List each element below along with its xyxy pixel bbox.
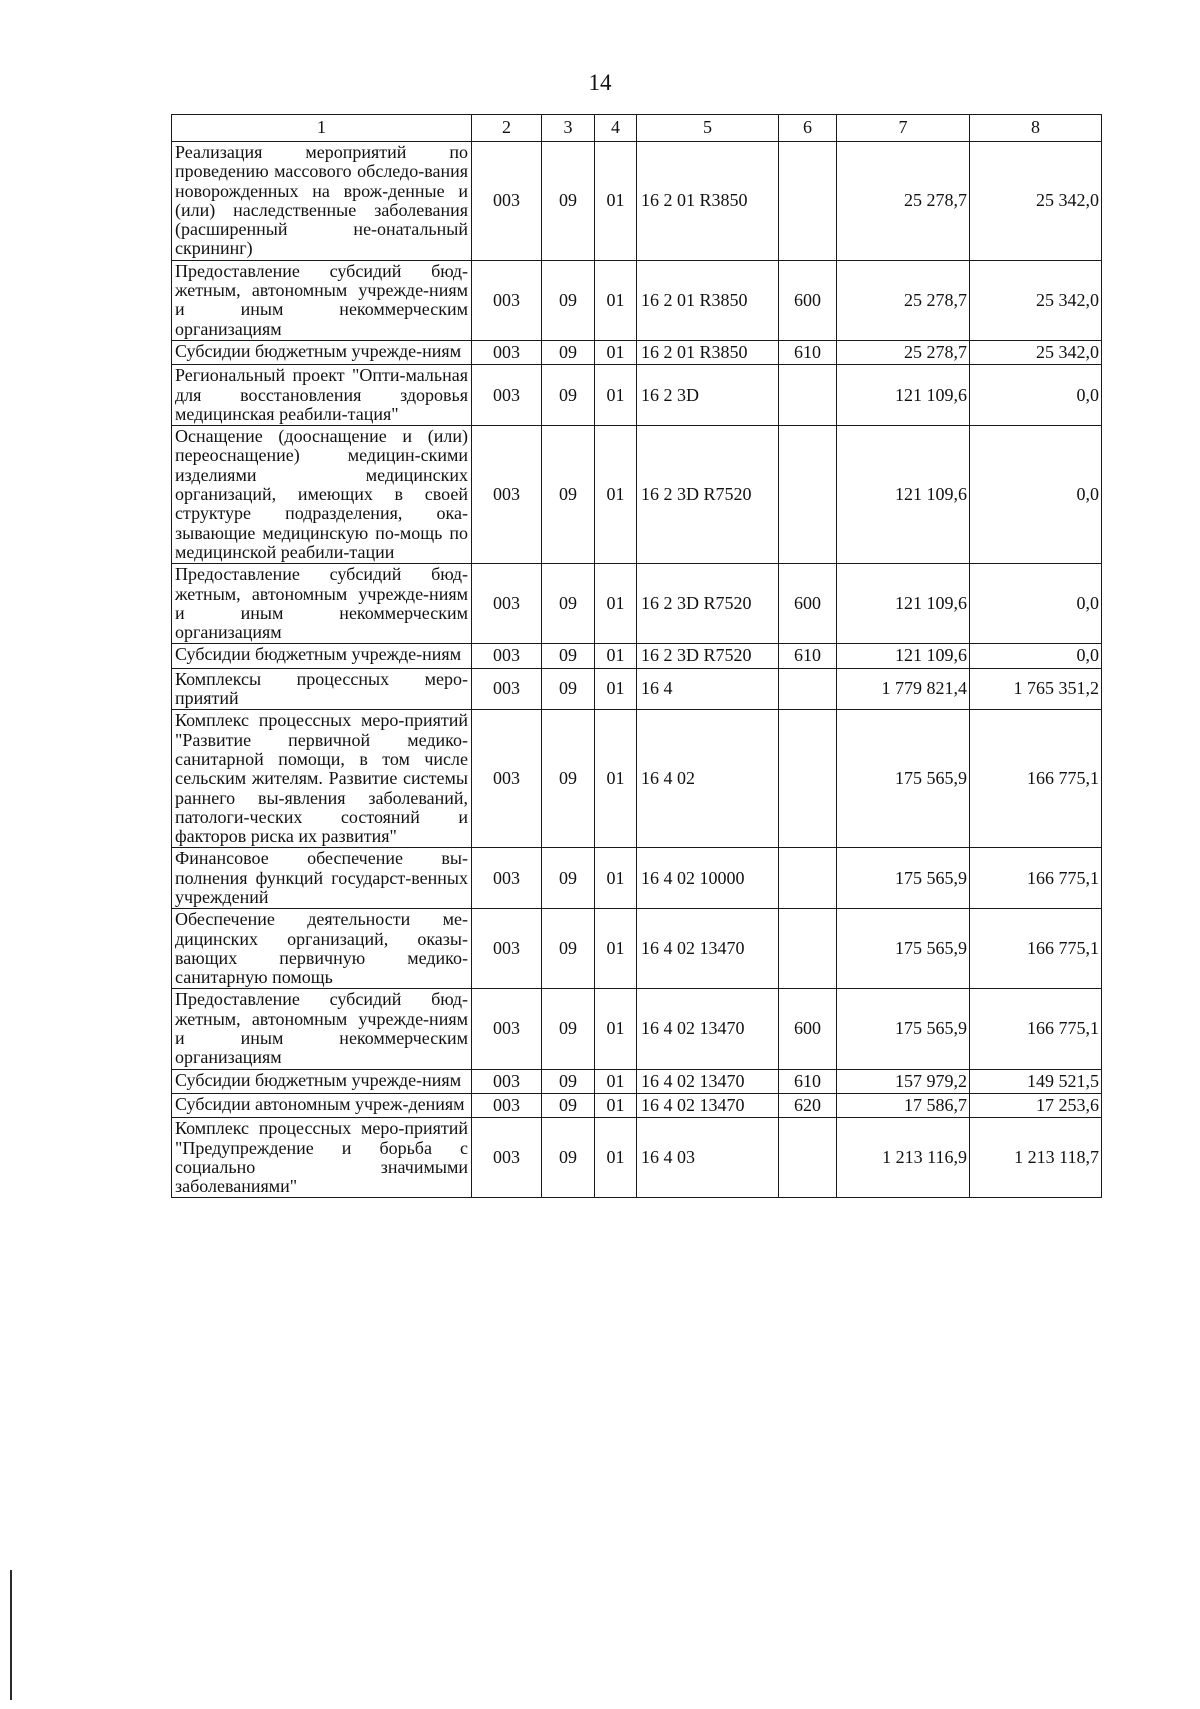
expense-type-cell: 610: [779, 1069, 837, 1093]
subsection-code-cell: 01: [595, 644, 637, 668]
amount-year2-cell: 17 253,6: [970, 1093, 1102, 1117]
subsection-code-cell: 01: [595, 1069, 637, 1093]
amount-year2-cell: 1 765 351,2: [970, 668, 1102, 710]
subsection-code-cell: 01: [595, 426, 637, 564]
section-code-cell: 09: [542, 710, 595, 848]
ministry-code-cell: 003: [472, 564, 542, 644]
target-article-cell: 16 2 3D: [637, 365, 779, 426]
expense-type-cell: [779, 710, 837, 848]
page-number: 14: [588, 70, 612, 95]
target-article-cell: 16 4 02: [637, 710, 779, 848]
expense-type-cell: [779, 909, 837, 989]
target-article-cell: 16 2 3D R7520: [637, 644, 779, 668]
item-name-cell: Реализация мероприятий по проведению массового обследо-вания новорожденных на врож-денные и (или) наследственные заболевания (расширенный не-онатальный скрининг): [172, 142, 472, 261]
item-name-cell: Субсидии бюджетным учрежде-ниям: [172, 1069, 472, 1093]
section-code-cell: 09: [542, 848, 595, 909]
table-row: [172, 142, 1102, 261]
amount-year1-cell: 175 565,9: [837, 710, 970, 848]
target-article-cell: 16 2 01 R3850: [637, 142, 779, 261]
amount-year1-cell: 25 278,7: [837, 142, 970, 261]
section-code-cell: 09: [542, 260, 595, 340]
amount-year2-cell: 25 342,0: [970, 260, 1102, 340]
ministry-code-cell: 003: [472, 644, 542, 668]
amount-year1-cell: 17 586,7: [837, 1093, 970, 1117]
amount-year2-cell: 1 213 118,7: [970, 1118, 1102, 1198]
section-code-cell: 09: [542, 909, 595, 989]
column-header-5: 5: [637, 115, 779, 142]
column-header-7: 7: [837, 115, 970, 142]
subsection-code-cell: 01: [595, 848, 637, 909]
column-header-2: 2: [472, 115, 542, 142]
table-row: [172, 564, 1102, 644]
ministry-code-cell: 003: [472, 426, 542, 564]
amount-year1-cell: 157 979,2: [837, 1069, 970, 1093]
expense-type-cell: [779, 668, 837, 710]
subsection-code-cell: 01: [595, 909, 637, 989]
amount-year2-cell: 25 342,0: [970, 340, 1102, 364]
ministry-code-cell: 003: [472, 142, 542, 261]
amount-year1-cell: 1 779 821,4: [837, 668, 970, 710]
ministry-code-cell: 003: [472, 1118, 542, 1198]
column-header-1: 1: [172, 115, 472, 142]
item-name-cell: Предоставление субсидий бюд-жетным, автономным учрежде-ниям и иным некоммерческим организациям: [172, 260, 472, 340]
amount-year2-cell: 0,0: [970, 426, 1102, 564]
table-row: [172, 848, 1102, 909]
expense-type-cell: [779, 142, 837, 261]
ministry-code-cell: 003: [472, 710, 542, 848]
amount-year2-cell: 0,0: [970, 644, 1102, 668]
target-article-cell: 16 4 02 13470: [637, 909, 779, 989]
amount-year2-cell: 166 775,1: [970, 909, 1102, 989]
column-header-4: 4: [595, 115, 637, 142]
scan-margin-line: [10, 1570, 12, 1700]
amount-year2-cell: 166 775,1: [970, 710, 1102, 848]
target-article-cell: 16 4 02 13470: [637, 989, 779, 1069]
subsection-code-cell: 01: [595, 1093, 637, 1117]
expense-type-cell: 610: [779, 340, 837, 364]
section-code-cell: 09: [542, 142, 595, 261]
amount-year1-cell: 175 565,9: [837, 989, 970, 1069]
amount-year1-cell: 25 278,7: [837, 340, 970, 364]
target-article-cell: 16 4 02 13470: [637, 1093, 779, 1117]
section-code-cell: 09: [542, 1118, 595, 1198]
table-row: [172, 710, 1102, 848]
amount-year1-cell: 175 565,9: [837, 909, 970, 989]
table-row: [172, 365, 1102, 426]
expense-type-cell: [779, 365, 837, 426]
item-name-cell: Комплексы процессных меро-приятий: [172, 668, 472, 710]
item-name-cell: Субсидии автономным учреж-дениям: [172, 1093, 472, 1117]
ministry-code-cell: 003: [472, 989, 542, 1069]
subsection-code-cell: 01: [595, 340, 637, 364]
target-article-cell: 16 2 3D R7520: [637, 426, 779, 564]
ministry-code-cell: 003: [472, 848, 542, 909]
table-row: [172, 260, 1102, 340]
amount-year1-cell: 121 109,6: [837, 644, 970, 668]
budget-table: [171, 114, 1102, 1198]
expense-type-cell: [779, 1118, 837, 1198]
expense-type-cell: 600: [779, 564, 837, 644]
amount-year1-cell: 121 109,6: [837, 365, 970, 426]
ministry-code-cell: 003: [472, 1069, 542, 1093]
amount-year2-cell: 0,0: [970, 564, 1102, 644]
ministry-code-cell: 003: [472, 260, 542, 340]
section-code-cell: 09: [542, 989, 595, 1069]
column-header-3: 3: [542, 115, 595, 142]
amount-year2-cell: 149 521,5: [970, 1069, 1102, 1093]
subsection-code-cell: 01: [595, 1118, 637, 1198]
item-name-cell: Комплекс процессных меро-приятий "Развитие первичной медико-санитарной помощи, в том числе сельским жителям. Развитие системы раннего вы-явления заболеваний, патологи-ческих состояний и факторов риска их развития": [172, 710, 472, 848]
subsection-code-cell: 01: [595, 260, 637, 340]
table-row: [172, 1118, 1102, 1198]
amount-year1-cell: 121 109,6: [837, 426, 970, 564]
subsection-code-cell: 01: [595, 989, 637, 1069]
ministry-code-cell: 003: [472, 909, 542, 989]
section-code-cell: 09: [542, 644, 595, 668]
item-name-cell: Обеспечение деятельности ме-дицинских организаций, оказы-вающих первичную медико-санитарную помощь: [172, 909, 472, 989]
section-code-cell: 09: [542, 340, 595, 364]
ministry-code-cell: 003: [472, 340, 542, 364]
subsection-code-cell: 01: [595, 564, 637, 644]
table-row: [172, 1093, 1102, 1117]
column-header-6: 6: [779, 115, 837, 142]
expense-type-cell: 620: [779, 1093, 837, 1117]
expense-type-cell: [779, 848, 837, 909]
item-name-cell: Оснащение (дооснащение и (или) переоснащение) медицин-скими изделиями медицинских организаций, имеющих в своей структуре подразделения, ока-зывающие медицинскую по-мощь по медицинской реабили-тации: [172, 426, 472, 564]
section-code-cell: 09: [542, 1093, 595, 1117]
ministry-code-cell: 003: [472, 365, 542, 426]
amount-year1-cell: 175 565,9: [837, 848, 970, 909]
table-row: [172, 426, 1102, 564]
subsection-code-cell: 01: [595, 710, 637, 848]
amount-year1-cell: 121 109,6: [837, 564, 970, 644]
target-article-cell: 16 4 02 10000: [637, 848, 779, 909]
table-body: [172, 142, 1102, 1198]
table-header-row: [172, 115, 1102, 142]
section-code-cell: 09: [542, 668, 595, 710]
amount-year2-cell: 166 775,1: [970, 848, 1102, 909]
target-article-cell: 16 4: [637, 668, 779, 710]
table-row: [172, 668, 1102, 710]
amount-year2-cell: 0,0: [970, 365, 1102, 426]
item-name-cell: Субсидии бюджетным учрежде-ниям: [172, 340, 472, 364]
column-header-8: 8: [970, 115, 1102, 142]
target-article-cell: 16 4 03: [637, 1118, 779, 1198]
expense-type-cell: 600: [779, 260, 837, 340]
amount-year1-cell: 25 278,7: [837, 260, 970, 340]
ministry-code-cell: 003: [472, 668, 542, 710]
expense-type-cell: [779, 426, 837, 564]
section-code-cell: 09: [542, 365, 595, 426]
item-name-cell: Предоставление субсидий бюд-жетным, автономным учрежде-ниям и иным некоммерческим организациям: [172, 564, 472, 644]
target-article-cell: 16 2 01 R3850: [637, 340, 779, 364]
table-row: [172, 909, 1102, 989]
amount-year2-cell: 25 342,0: [970, 142, 1102, 261]
amount-year1-cell: 1 213 116,9: [837, 1118, 970, 1198]
table-row: [172, 644, 1102, 668]
item-name-cell: Предоставление субсидий бюд-жетным, автономным учрежде-ниям и иным некоммерческим организациям: [172, 989, 472, 1069]
subsection-code-cell: 01: [595, 668, 637, 710]
subsection-code-cell: 01: [595, 365, 637, 426]
amount-year2-cell: 166 775,1: [970, 989, 1102, 1069]
table-row: [172, 989, 1102, 1069]
table-row: [172, 340, 1102, 364]
target-article-cell: 16 2 01 R3850: [637, 260, 779, 340]
subsection-code-cell: 01: [595, 142, 637, 261]
section-code-cell: 09: [542, 564, 595, 644]
item-name-cell: Субсидии бюджетным учрежде-ниям: [172, 644, 472, 668]
item-name-cell: Финансовое обеспечение вы-полнения функций государст-венных учреждений: [172, 848, 472, 909]
ministry-code-cell: 003: [472, 1093, 542, 1117]
table-row: [172, 1069, 1102, 1093]
target-article-cell: 16 2 3D R7520: [637, 564, 779, 644]
expense-type-cell: 610: [779, 644, 837, 668]
item-name-cell: Региональный проект "Опти-мальная для восстановления здоровья медицинская реабили-тация": [172, 365, 472, 426]
section-code-cell: 09: [542, 1069, 595, 1093]
target-article-cell: 16 4 02 13470: [637, 1069, 779, 1093]
expense-type-cell: 600: [779, 989, 837, 1069]
item-name-cell: Комплекс процессных меро-приятий "Предупреждение и борьба с социально значимыми заболеваниями": [172, 1118, 472, 1198]
section-code-cell: 09: [542, 426, 595, 564]
